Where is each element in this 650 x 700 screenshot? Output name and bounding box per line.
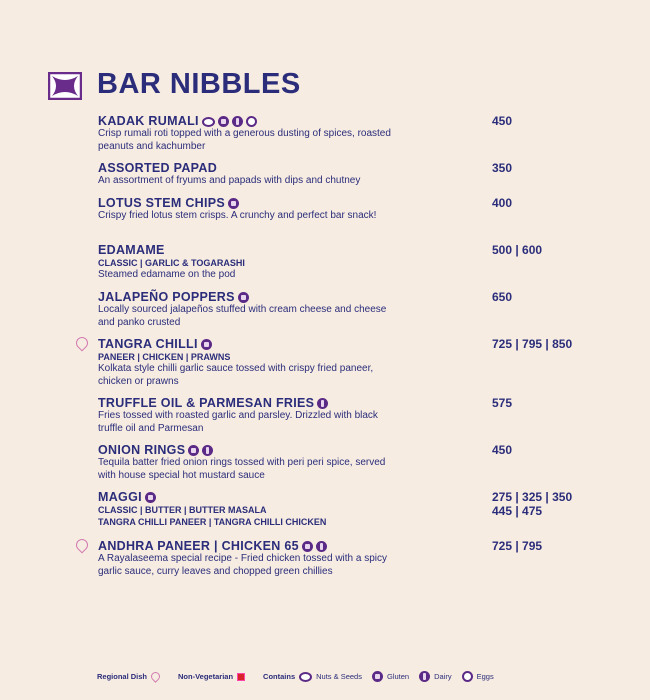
price-value: 650 [492, 290, 513, 304]
item-description: Locally sourced jalapeños stuffed with cream cheese and cheese and panko crusted [98, 304, 387, 328]
item-name-text: EDAMAME [98, 243, 165, 257]
legend-nonveg: Non-Vegetarian [178, 672, 234, 681]
gluten-icon [218, 116, 229, 127]
item-name-text: ANDHRA PANEER | CHICKEN 65 [98, 539, 299, 553]
legend-gluten: Gluten [386, 672, 410, 681]
item-price [492, 444, 512, 458]
item-description: A Rayalaseema special recipe - Fried chicken tossed with a spicy garlic sauce, curry leaves and chopped green chillies [98, 553, 388, 577]
gluten-icon [302, 541, 313, 552]
price-value: 450 [492, 443, 513, 457]
price-value: 275 | 325 | 350 [492, 490, 573, 504]
section-logo-icon [48, 72, 82, 100]
item-description: An assortment of fryums and papads with dips and chutney [98, 175, 361, 186]
item-price [492, 291, 512, 305]
item-variants: TANGRA CHILLI PANEER | TANGRA CHILLI CHICKEN [98, 517, 327, 527]
price-value: 450 [492, 114, 513, 128]
item-price [492, 115, 512, 129]
item-name [98, 244, 638, 257]
gluten-icon [188, 445, 199, 456]
item-description: Kolkata style chilli garlic sauce tossed with crispy fried paneer, chicken or prawns [98, 363, 374, 387]
item-description: Crisp rumali roti topped with a generous dusting of spices, roasted peanuts and kachumber [98, 128, 391, 152]
item-variants: PANEER | CHICKEN | PRAWNS [98, 352, 231, 362]
menu-item [98, 491, 638, 528]
item-name [98, 197, 638, 210]
item-description: Tequila batter fried onion rings tossed with peri peri spice, served with house special hot mustard sauce [98, 457, 386, 481]
item-name-text: KADAK RUMALI [98, 114, 199, 128]
item-variants: CLASSIC | GARLIC & TOGARASHI [98, 258, 245, 268]
gluten-icon [238, 292, 249, 303]
nuts-icon [202, 117, 215, 127]
gluten-icon [228, 198, 239, 209]
dairy-icon [419, 671, 430, 682]
menu-item [98, 291, 638, 329]
legend-contains: Contains [263, 672, 296, 681]
item-name [98, 397, 638, 410]
item-description: Fries tossed with roasted garlic and parsley. Drizzled with black truffle oil and Parmesan [98, 410, 378, 434]
item-name [98, 540, 638, 553]
item-name-text: TANGRA CHILLI [98, 337, 198, 351]
dairy-icon [316, 541, 327, 552]
menu-item [98, 162, 638, 188]
nuts-icon [299, 672, 312, 682]
item-variants: CLASSIC | BUTTER | BUTTER MASALA [98, 505, 267, 515]
item-name-text: LOTUS STEM CHIPS [98, 196, 226, 210]
menu-item [98, 540, 638, 578]
item-price [492, 244, 542, 258]
non-veg-icon [237, 673, 245, 681]
legend-regional: Regional Dish [97, 672, 148, 681]
regional-dish-icon [74, 537, 91, 554]
regional-dish-icon [149, 670, 162, 683]
eggs-icon [246, 116, 257, 127]
legend-dairy: Dairy [434, 672, 452, 681]
item-name [98, 444, 638, 457]
dairy-icon [202, 445, 213, 456]
price-value: 725 | 795 [492, 539, 543, 553]
dairy-icon [317, 398, 328, 409]
item-price [492, 197, 512, 211]
item-price [492, 162, 512, 176]
price-value: 350 [492, 161, 513, 175]
price-value: 500 | 600 [492, 243, 543, 257]
item-description: Crispy fried lotus stem crisps. A crunchy and perfect bar snack! [98, 210, 377, 221]
item-name [98, 162, 638, 175]
item-name-text: ONION RINGS [98, 443, 186, 457]
item-name-text: JALAPEÑO POPPERS [98, 290, 235, 304]
gluten-icon [372, 671, 383, 682]
legend-nuts: Nuts & Seeds [316, 672, 362, 681]
menu-item [98, 115, 638, 153]
item-price [492, 338, 572, 352]
menu-item [98, 397, 638, 435]
item-name [98, 115, 638, 128]
regional-dish-icon [74, 335, 91, 352]
dairy-icon [232, 116, 243, 127]
item-description: Steamed edamame on the pod [98, 269, 236, 280]
item-name-text: ASSORTED PAPAD [98, 161, 218, 175]
item-price [492, 491, 572, 519]
menu-item [98, 197, 638, 223]
item-name-text: TRUFFLE OIL & PARMESAN FRIES [98, 396, 315, 410]
legend-eggs: Eggs [476, 672, 494, 681]
item-name-text: MAGGI [98, 490, 142, 504]
menu-item [98, 444, 638, 482]
eggs-icon [462, 671, 473, 682]
price-value: 575 [492, 396, 513, 410]
price-value: 400 [492, 196, 513, 210]
gluten-icon [145, 492, 156, 503]
section-title: BAR NIBBLES [97, 68, 301, 100]
price-value: 445 | 475 [492, 504, 543, 518]
price-value: 725 | 795 | 850 [492, 337, 573, 351]
item-name [98, 291, 638, 304]
menu-item [98, 244, 638, 282]
menu-item [98, 338, 638, 388]
legend [97, 671, 494, 682]
gluten-icon [201, 339, 212, 350]
item-price [492, 397, 512, 411]
item-price [492, 540, 542, 554]
